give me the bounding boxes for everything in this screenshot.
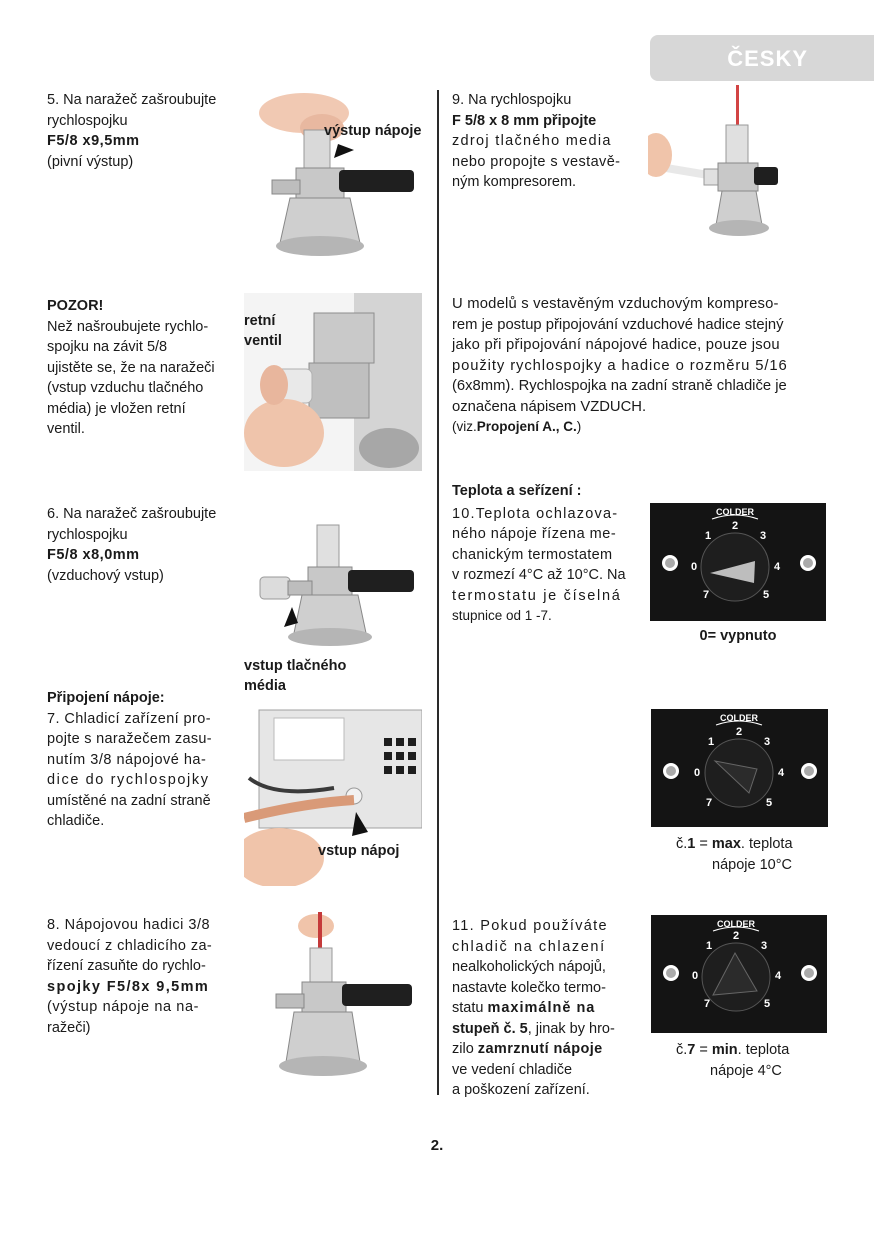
step11-line: chladič na chlazení [452,938,606,955]
pozor-line: ventil. [47,421,85,437]
dial-num: 1 [705,940,713,952]
step11-line: 11. Pokud používáte [452,918,608,934]
step9-line: zdroj tlačného media [452,133,612,149]
step11-span: zilo [452,1041,478,1057]
dial-brand: COLDER [716,507,754,517]
step11-bold: zamrznutí nápoje [477,1041,603,1057]
step11-line: nastavte kolečko termo- [452,979,606,996]
dial-num: 5 [765,797,773,809]
pripojeni-line: dice do rychlospojky [47,772,210,788]
language-tab [650,35,874,81]
step11-bold: stupeň č. 5 [452,1020,528,1037]
dial-min-caption [676,1040,789,1081]
photo-coupler-hose [244,912,424,1092]
lip-valve-label-line: retní [244,313,276,329]
teplota-line: 10.Teplota ochlazova- [452,505,619,522]
thermostat-dial-max [651,709,828,827]
step5-line: 5. Na naražeč zašroubujte [47,92,217,108]
step5-spec: F5/8 x9,5mm [47,133,140,149]
air-inlet-label-line: média [244,678,286,694]
lip-valve-label-line: ventil [244,333,282,349]
step9-block [452,90,630,193]
ref-bold: Propojení A., C. [476,419,577,434]
dial-num: 5 [762,589,770,601]
pripojeni-line: umístěné na zadní straně [47,792,211,809]
caption-num: 7 [687,1042,696,1058]
dial-num: 7 [702,589,710,601]
pozor-line: média) je vložen retní [47,400,186,417]
pozor-line: ujistěte se, že na naražeči [47,359,215,376]
pripojeni-line: 7. Chladicí zařízení pro- [47,710,211,727]
dial-num: 4 [773,561,781,573]
dial-num: 3 [763,736,771,748]
caption-rest: . teplota [740,836,793,852]
step8-spec: spojky F5/8x 9,5mm [47,978,210,995]
step6-line: (vzduchový vstup) [47,567,164,584]
step8-block [47,915,225,1038]
page-number: 2. [430,1137,444,1154]
teplota-line: termostatu je číselná [452,587,622,604]
pripojeni-title: Připojení nápoje: [47,690,165,706]
pozor-line: spojku na závit 5/8 [47,339,168,355]
dial-num: 0 [693,767,701,779]
step11-span: statu [452,1000,488,1016]
step11-line: a poškození zařízení. [452,1082,590,1098]
photo-coupler-outlet [244,88,424,263]
photo-coupler-air-inlet [244,515,424,655]
step11-span: , jinak by hro- [527,1020,615,1037]
step8-line: 8. Nápojovou hadici 3/8 [47,917,211,933]
photo-lip-valve [244,293,422,471]
teplota-title: Teplota a seřízení : [452,483,582,499]
step11-line: ve vedení chladiče [452,1061,573,1078]
caption-line2: nápoje 4°C [710,1062,782,1079]
teplota-block [452,481,637,627]
lip-valve-label [244,311,282,351]
photo-coupler-air-source [648,85,778,240]
models-line: označena nápisem VZDUCH. [452,398,647,415]
dial-num: 3 [760,940,768,952]
models-line: rem je postup připojování vzduchové hadice stejný [452,316,784,333]
pripojeni-line: chladiče. [47,813,105,829]
ref-suffix: ) [576,419,582,434]
dial-brand: COLDER [717,919,755,929]
pripojeni-line: nutím 3/8 nápojové ha- [47,751,207,768]
teplota-line: v rozmezí 4°C až 10°C. Na [452,567,626,583]
pripojeni-line: pojte s naražečem zasu- [47,731,212,747]
teplota-line: ného nápoje řízena me- [452,526,617,542]
step5-line: (pivní výstup) [47,153,134,170]
caption-prefix: č. [676,836,688,852]
step11-line [452,998,632,1019]
dial-num: 2 [731,520,739,532]
beverage-inlet-label: vstup nápoj [318,843,400,859]
step5-text [47,90,232,172]
thermostat-dial-off [650,503,826,621]
pozor-line: (vstup vzduchu tlačného [47,380,204,396]
dial-brand: COLDER [720,713,758,723]
models-block [452,294,830,438]
step11-line [452,1039,632,1060]
outlet-label: výstup nápoje [324,123,422,139]
step9-line: nebo propojte s vestavě- [452,153,621,170]
step6-line: 6. Na naražeč zašroubujte [47,506,217,522]
step6-line: rychlospojku [47,526,128,543]
caption-word: max [711,836,741,852]
air-inlet-label-line: vstup tlačného [244,658,347,674]
caption-prefix: č. [676,1042,688,1058]
dial-num: 1 [707,736,715,748]
models-line: jako při připojování nápojové hadice, pouze jsou [452,337,780,353]
step8-line: vedoucí z chladicího za- [47,937,213,954]
caption-word: min [711,1042,738,1058]
step6-text [47,504,232,586]
dial-num: 1 [704,530,712,542]
language-label: ČESKY [727,46,808,71]
pripojeni-block [47,688,225,832]
caption-line2: nápoje 10°C [712,856,792,873]
dial-num: 4 [777,767,785,779]
step8-line: řízení zasuňte do rychlo- [47,958,206,974]
ref-prefix: (viz. [452,419,477,434]
step9-line: 9. Na rychlospojku [452,92,572,108]
dial-num: 5 [763,998,771,1010]
dial-num: 0 [690,561,698,573]
models-line: (6x8mm). Rychlospojka na zadní straně chladiče je [452,378,787,394]
column-divider [437,90,439,1095]
teplota-line: chanickým termostatem [452,546,613,563]
step9-line: ným kompresorem. [452,174,577,190]
step6-spec: F5/8 x8,0mm [47,547,140,563]
thermostat-dial-min [651,915,827,1033]
models-reference [452,417,830,438]
step9-spec: F 5/8 x 8 mm připojte [452,112,597,129]
step11-block [452,916,632,1101]
dial-num: 7 [703,998,711,1010]
models-line: U modelů s vestavěným vzduchovým kompreso- [452,296,779,312]
step5-line: rychlospojku [47,112,128,129]
caption-rest: . teplota [737,1042,790,1058]
caption-eq: = [695,1042,712,1058]
dial-num: 7 [705,797,713,809]
dial-num: 2 [732,930,740,942]
step11-bold: maximálně na [487,1000,596,1016]
dial-num: 2 [735,726,743,738]
dial-num: 3 [759,530,767,542]
dial-off-caption: 0= vypnuto [699,628,777,644]
step11-line [452,1019,632,1040]
teplota-line: stupnice od 1 -7. [452,608,552,623]
caption-eq: = [695,836,712,852]
step8-line: (výstup nápoje na na- [47,999,200,1015]
step11-line: nealkoholických nápojů, [452,959,606,975]
dial-num: 0 [691,970,699,982]
pozor-title: POZOR! [47,298,104,314]
models-line: použity rychlospojky a hadice o rozměru 5/16 [452,357,788,374]
pozor-block [47,296,225,440]
pozor-line: Než našroubujete rychlo- [47,318,209,335]
caption-num: 1 [687,836,696,852]
air-inlet-label [244,656,346,696]
step8-line: ražeči) [47,1019,91,1036]
dial-max-caption [676,834,793,875]
dial-num: 4 [774,970,782,982]
